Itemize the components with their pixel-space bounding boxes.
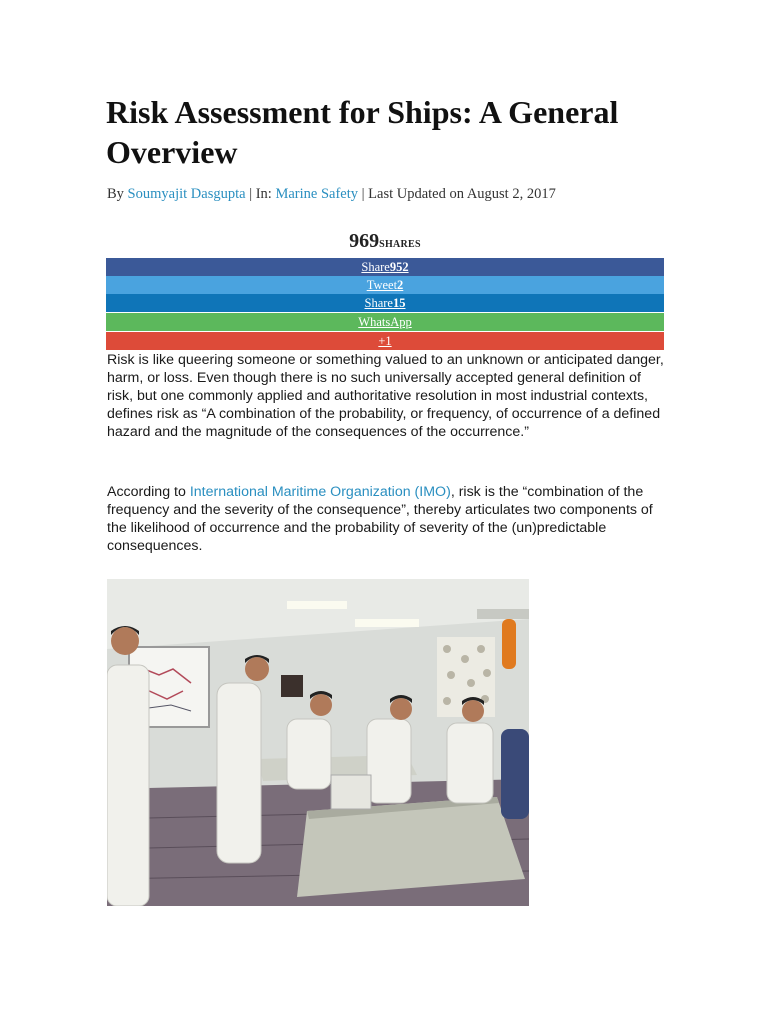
byline-by: By: [107, 186, 128, 202]
share-count-label: SHARES: [379, 239, 421, 250]
byline: [107, 186, 667, 203]
facebook-share-count: 952: [389, 260, 409, 274]
article-photo: [107, 579, 529, 906]
p2-after: , risk is the “combination of the frequency and the severity of the consequence”, thereby articulates two components of the likelihood of occurrence and the probability of severity of the (un)predictable consequences.: [107, 484, 653, 554]
twitter-tweet-count: 2: [397, 278, 404, 292]
category-link[interactable]: Marine Safety: [275, 186, 358, 202]
linkedin-share-label: Share: [364, 296, 393, 310]
google-plus-label: +1: [378, 334, 392, 348]
crew-meeting-photo: [107, 579, 529, 906]
share-count: 969: [349, 230, 380, 252]
twitter-tweet-label: Tweet: [366, 278, 398, 292]
linkedin-share-count: 15: [392, 296, 406, 310]
linkedin-share-button[interactable]: [106, 294, 664, 312]
p2-before: According to: [107, 484, 190, 500]
paragraph-imo-definition: [107, 483, 667, 555]
byline-in: | In:: [245, 186, 276, 202]
facebook-share-button[interactable]: [106, 258, 664, 276]
byline-updated: | Last Updated on August 2, 2017: [358, 186, 556, 202]
whatsapp-share-label: WhatsApp: [358, 315, 412, 329]
paragraph-risk-definition: Risk is like queering someone or something valued to an unknown or anticipated danger, harm, or loss. Even though there is no such universally accepted general definition of risk, but one commonly applied and authoritative resolution in most industrial contexts, defines risk as “A combination of the probability, or frequency, of occurrence of a defined hazard and the magnitude of the consequences of the occurrence.”: [107, 352, 664, 440]
google-plus-button[interactable]: [106, 332, 664, 350]
article-title: Risk Assessment for Ships: A General Overview: [106, 94, 619, 170]
imo-link[interactable]: International Maritime Organization (IMO): [189, 484, 451, 500]
share-counter: [106, 230, 664, 253]
facebook-share-label: Share: [361, 260, 390, 274]
author-link[interactable]: Soumyajit Dasgupta: [127, 186, 246, 202]
whatsapp-share-button[interactable]: [106, 313, 664, 331]
twitter-tweet-button[interactable]: [106, 276, 664, 294]
